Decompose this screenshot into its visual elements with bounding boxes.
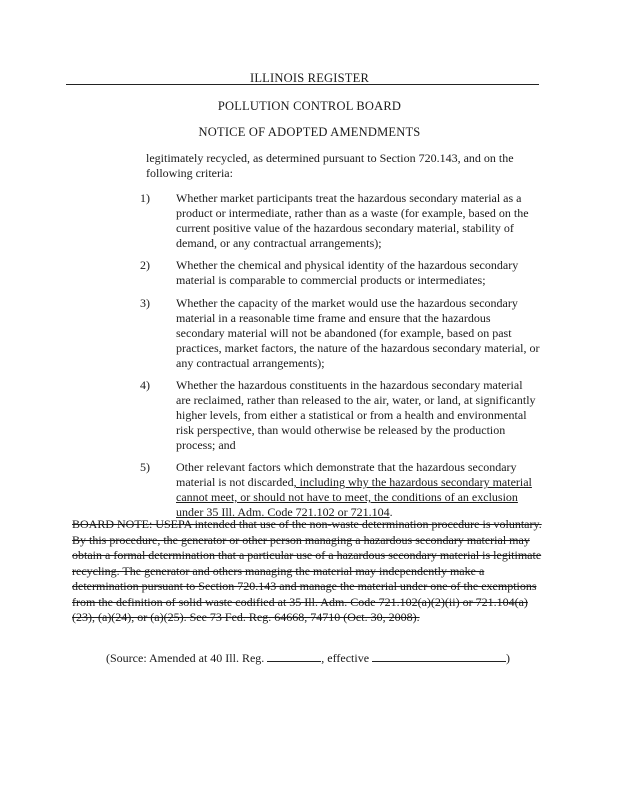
criterion-text: Whether market participants treat the hazardous secondary material as a product or intermediate, rather than as a waste (for example, based on the current positive value of the hazardous secondary material, stability of demand, or any contractual arrangements);	[176, 191, 529, 250]
criterion-text: Whether the capacity of the market would use the hazardous secondary material in a reasonable time frame and ensure that the hazardous secondary material will not be abandoned (for example, based on past practices, market factors, the nature of the hazardous secondary material, or any contractual arrangements);	[176, 296, 540, 370]
criterion-number: 5)	[140, 460, 150, 474]
register-blank	[267, 650, 321, 662]
criterion-text-end: .	[389, 505, 393, 519]
criterion-text-original: Other relevant factors which demonstrate that the hazardous secondary material is not discarded	[176, 460, 517, 489]
effective-label: , effective	[321, 651, 370, 665]
lead-paragraph: legitimately recycled, as determined pursuant to Section 720.143, and on the following criteria:	[146, 151, 514, 180]
source-suffix: )	[506, 651, 511, 665]
register-title: ILLINOIS REGISTER	[249, 71, 369, 85]
board-note-deleted: BOARD NOTE: USEPA intended that use of the non-waste determination procedure is voluntary. By this procedure, the generator or other person managing a hazardous secondary material may obtain a formal determination that a particular use of a hazardous secondary material is legitimate recycling. The generator and others managing the material may independently make a determination pursuant to Section 720.143 and manage the material under one of the exemptions from the definition of solid waste codified at 35 Ill. Adm. Code 721.102(a)(2)(ii) or 721.104(a)(23), (a)(24), or (a)(25). See 73 Fed. Reg. 64668, 74710 (Oct. 30, 2008).	[72, 517, 542, 624]
effective-date-blank	[372, 650, 506, 662]
source-prefix: (Source: Amended at 40 Ill. Reg.	[106, 651, 265, 665]
criterion-number: 2)	[140, 258, 150, 272]
source-line	[106, 650, 526, 666]
criterion-text	[176, 460, 540, 520]
inserted-text: , including why the hazardous secondary material cannot meet, or should not have to meet, the conditions of an exclusion under 35 Ill. Adm. Code 721.102 or 721.104	[176, 475, 532, 519]
notice-title: NOTICE OF ADOPTED AMENDMENTS	[198, 125, 421, 139]
criterion-text: Whether the hazardous constituents in the hazardous secondary material are reclaimed, rather than released to the air, water, or land, at significantly higher levels, from either a statistical or from a health and environmental risk perspective, than would otherwise be released by the production process; and	[176, 378, 536, 452]
criterion-number: 3)	[140, 296, 150, 310]
board-title: POLLUTION CONTROL BOARD	[217, 99, 402, 113]
criterion-number: 4)	[140, 378, 150, 392]
criterion-number: 1)	[140, 191, 150, 205]
criterion-text: Whether the chemical and physical identity of the hazardous secondary material is comparable to commercial products or intermediates;	[176, 258, 519, 287]
